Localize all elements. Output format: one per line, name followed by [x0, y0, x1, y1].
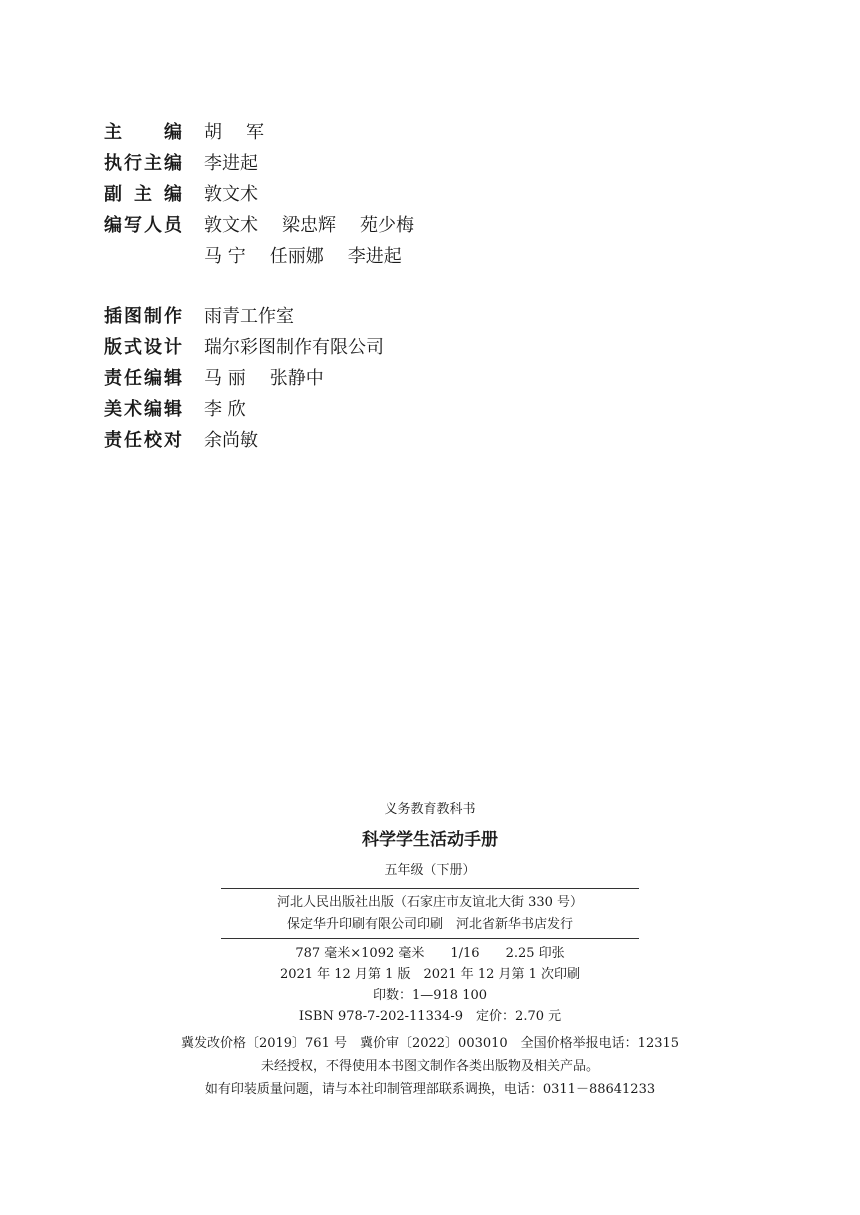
- credit-row: [104, 330, 524, 361]
- credit-role-char: 编: [144, 367, 162, 389]
- credit-role: [104, 364, 182, 390]
- approval-line: 冀发改价格〔2019〕761 号 冀价审〔2022〕003010 全国价格举报电话：12315: [180, 1036, 680, 1051]
- quality-line: 如有印装质量问题，请与本社印制管理部联系调换，电话：0311－88641233: [204, 1082, 656, 1097]
- credit-role-char: 版: [104, 336, 122, 358]
- credit-role-char: 设: [144, 336, 162, 358]
- credit-role-char: 任: [124, 367, 142, 389]
- credit-role-char: 副: [104, 183, 122, 205]
- credit-name: 胡: [204, 121, 222, 143]
- isbn-price-line: ISBN 978-7-202-11334-9 定价：2.70 元: [298, 1009, 562, 1024]
- credit-name: 马 丽: [204, 367, 246, 389]
- credit-name: 敦文术: [204, 214, 258, 236]
- credit-role-char: 主: [144, 152, 162, 174]
- credit-role-char: 辑: [164, 398, 182, 420]
- book-title: 科学学生活动手册: [362, 830, 498, 850]
- credit-names: [204, 333, 384, 359]
- credit-role: [104, 118, 182, 144]
- credit-role-char: 编: [164, 152, 182, 174]
- credit-role-char: 写: [124, 214, 142, 236]
- credit-names: [204, 302, 294, 328]
- credit-role: [104, 395, 182, 421]
- credit-role-char: 作: [164, 305, 182, 327]
- credit-name: 李 欣: [204, 398, 246, 420]
- credit-row: [104, 208, 524, 239]
- credit-role-char: 人: [144, 214, 162, 236]
- series-name: 义务教育教科书: [384, 802, 476, 817]
- credit-role-char: 主: [104, 121, 122, 143]
- credit-role-char: 主: [134, 183, 152, 205]
- credit-name: 李进起: [347, 245, 402, 267]
- credit-role-char: 美: [104, 398, 122, 420]
- credit-row: [104, 239, 524, 270]
- credit-row: [104, 361, 524, 392]
- credit-names: [204, 211, 414, 237]
- credit-names: [204, 118, 288, 144]
- credit-names: [204, 364, 324, 390]
- credit-name: 余尚敏: [204, 429, 258, 451]
- grade-volume: 五年级（下册）: [384, 863, 476, 878]
- credit-name: 瑞尔彩图制作有限公司: [204, 336, 384, 358]
- credit-row: [104, 423, 524, 454]
- credit-role-char: 辑: [164, 367, 182, 389]
- credit-row: [104, 177, 524, 208]
- credit-role-char: 图: [124, 305, 142, 327]
- credit-name: 任丽娜: [269, 245, 324, 267]
- credit-role-char: 对: [164, 429, 182, 451]
- credit-role-char: 编: [164, 121, 182, 143]
- credit-role-char: 制: [144, 305, 162, 327]
- credit-name: 梁忠辉: [282, 214, 336, 236]
- credit-role: [104, 302, 182, 328]
- copyright-line: 未经授权，不得使用本书图文制作各类出版物及相关产品。: [260, 1059, 599, 1074]
- credit-role-char: 计: [164, 336, 182, 358]
- credit-role-char: 行: [124, 152, 142, 174]
- credit-role-char: 插: [104, 305, 122, 327]
- credit-role: [104, 180, 182, 206]
- edition-line: 2021 年 12 月第 1 版 2021 年 12 月第 1 次印刷: [279, 967, 581, 982]
- credit-role-char: 任: [124, 429, 142, 451]
- credit-names: [204, 180, 258, 206]
- credit-names: [204, 242, 402, 268]
- credit-role-char: 执: [104, 152, 122, 174]
- credit-role: [104, 211, 182, 237]
- credit-role-char: 责: [104, 367, 122, 389]
- notice-block: [0, 1027, 860, 1101]
- credit-role-char: 式: [124, 336, 142, 358]
- credit-name: 苑少梅: [360, 214, 414, 236]
- editorial-credits: [104, 115, 524, 270]
- credit-role-char: 校: [144, 429, 162, 451]
- credit-name: 敦文术: [204, 183, 258, 205]
- credit-role-char: 编: [144, 398, 162, 420]
- credit-role-char: 编: [104, 214, 122, 236]
- production-credits: [104, 299, 524, 454]
- credit-role: [104, 333, 182, 359]
- credit-name: 李进起: [204, 152, 258, 174]
- print-run-line: 印数：1—918 100: [372, 988, 488, 1003]
- credits-spacer: [104, 270, 524, 299]
- credits-block: [104, 115, 524, 454]
- credit-row: [104, 299, 524, 330]
- credit-names: [204, 395, 246, 421]
- printer-line: 保定华升印刷有限公司印刷 河北省新华书店发行: [286, 917, 573, 932]
- credit-name: 张静中: [269, 367, 324, 389]
- credit-row: [104, 115, 524, 146]
- credit-role-char: 员: [164, 214, 182, 236]
- credit-role: [104, 149, 182, 175]
- credit-role-char: 编: [164, 183, 182, 205]
- credit-name: 马 宁: [204, 245, 246, 267]
- specs-block: [0, 939, 860, 1027]
- credit-row: [104, 146, 524, 177]
- credit-role-char: 责: [104, 429, 122, 451]
- publisher-block: [0, 889, 860, 938]
- format-line: 787 毫米×1092 毫米 1/16 2.25 印张: [295, 946, 565, 961]
- credit-name: 雨青工作室: [204, 305, 294, 327]
- credit-role: [104, 426, 182, 452]
- credit-names: [204, 426, 258, 452]
- credit-names: [204, 149, 258, 175]
- credit-role-char: 术: [124, 398, 142, 420]
- publisher-line: 河北人民出版社出版（石家庄市友谊北大街 330 号）: [276, 895, 584, 910]
- credit-name: 军: [246, 121, 264, 143]
- colophon: [0, 798, 860, 1101]
- credit-row: [104, 392, 524, 423]
